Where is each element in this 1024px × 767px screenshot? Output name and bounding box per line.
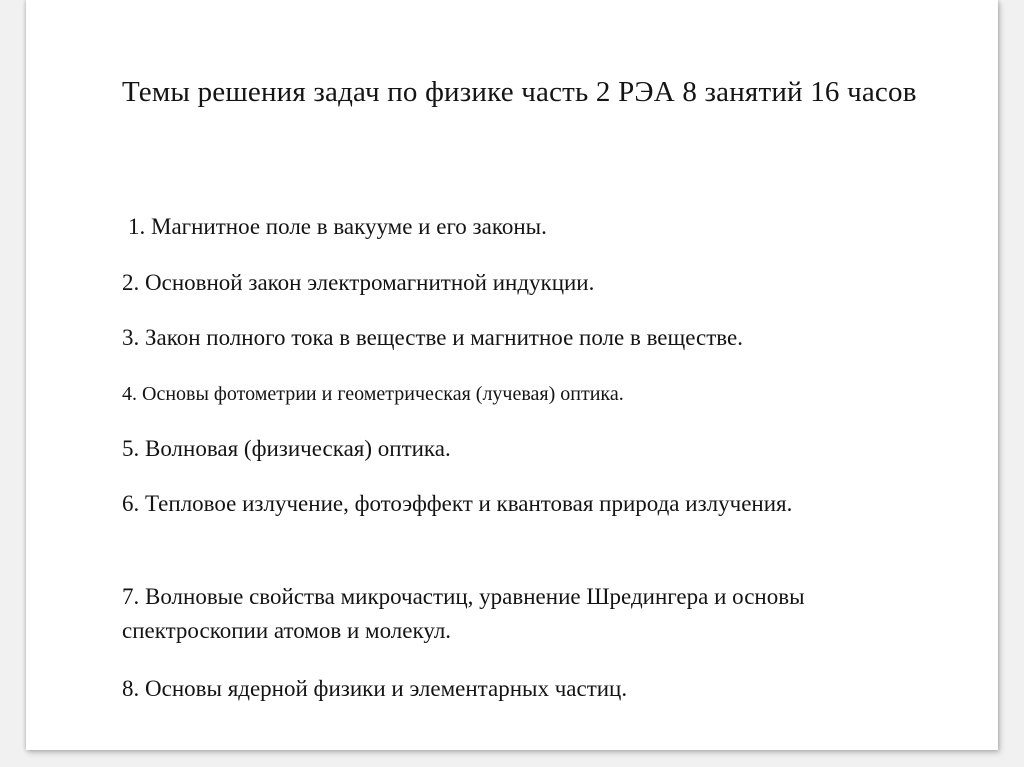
topic-item-2: 2. Основной закон электромагнитной индукции. — [122, 270, 595, 295]
slide — [26, 0, 998, 750]
topic-item-4: 4. Основы фотометрии и геометрическая (лучевая) оптика. — [122, 383, 624, 405]
topic-item-1: 1. Магнитное поле в вакууме и его законы. — [128, 214, 547, 239]
topic-item-5: 5. Волновая (физическая) оптика. — [122, 436, 451, 461]
slide-content — [122, 70, 972, 701]
topic-item-8: 8. Основы ядерной физики и элементарных частиц. — [122, 676, 628, 701]
topic-item-7: 7. Волновые свойства микрочастиц, уравнение Шредингера и основы спектроскопии атомов и молекул. — [122, 584, 805, 643]
slide-title: Темы решения задач по физике часть 2 РЭА 8 занятий 16 часов — [122, 76, 917, 108]
topic-item-6: 6. Тепловое излучение, фотоэффект и квантовая природа излучения. — [122, 491, 793, 516]
topic-item-3: 3. Закон полного тока в веществе и магнитное поле в веществе. — [122, 325, 743, 350]
